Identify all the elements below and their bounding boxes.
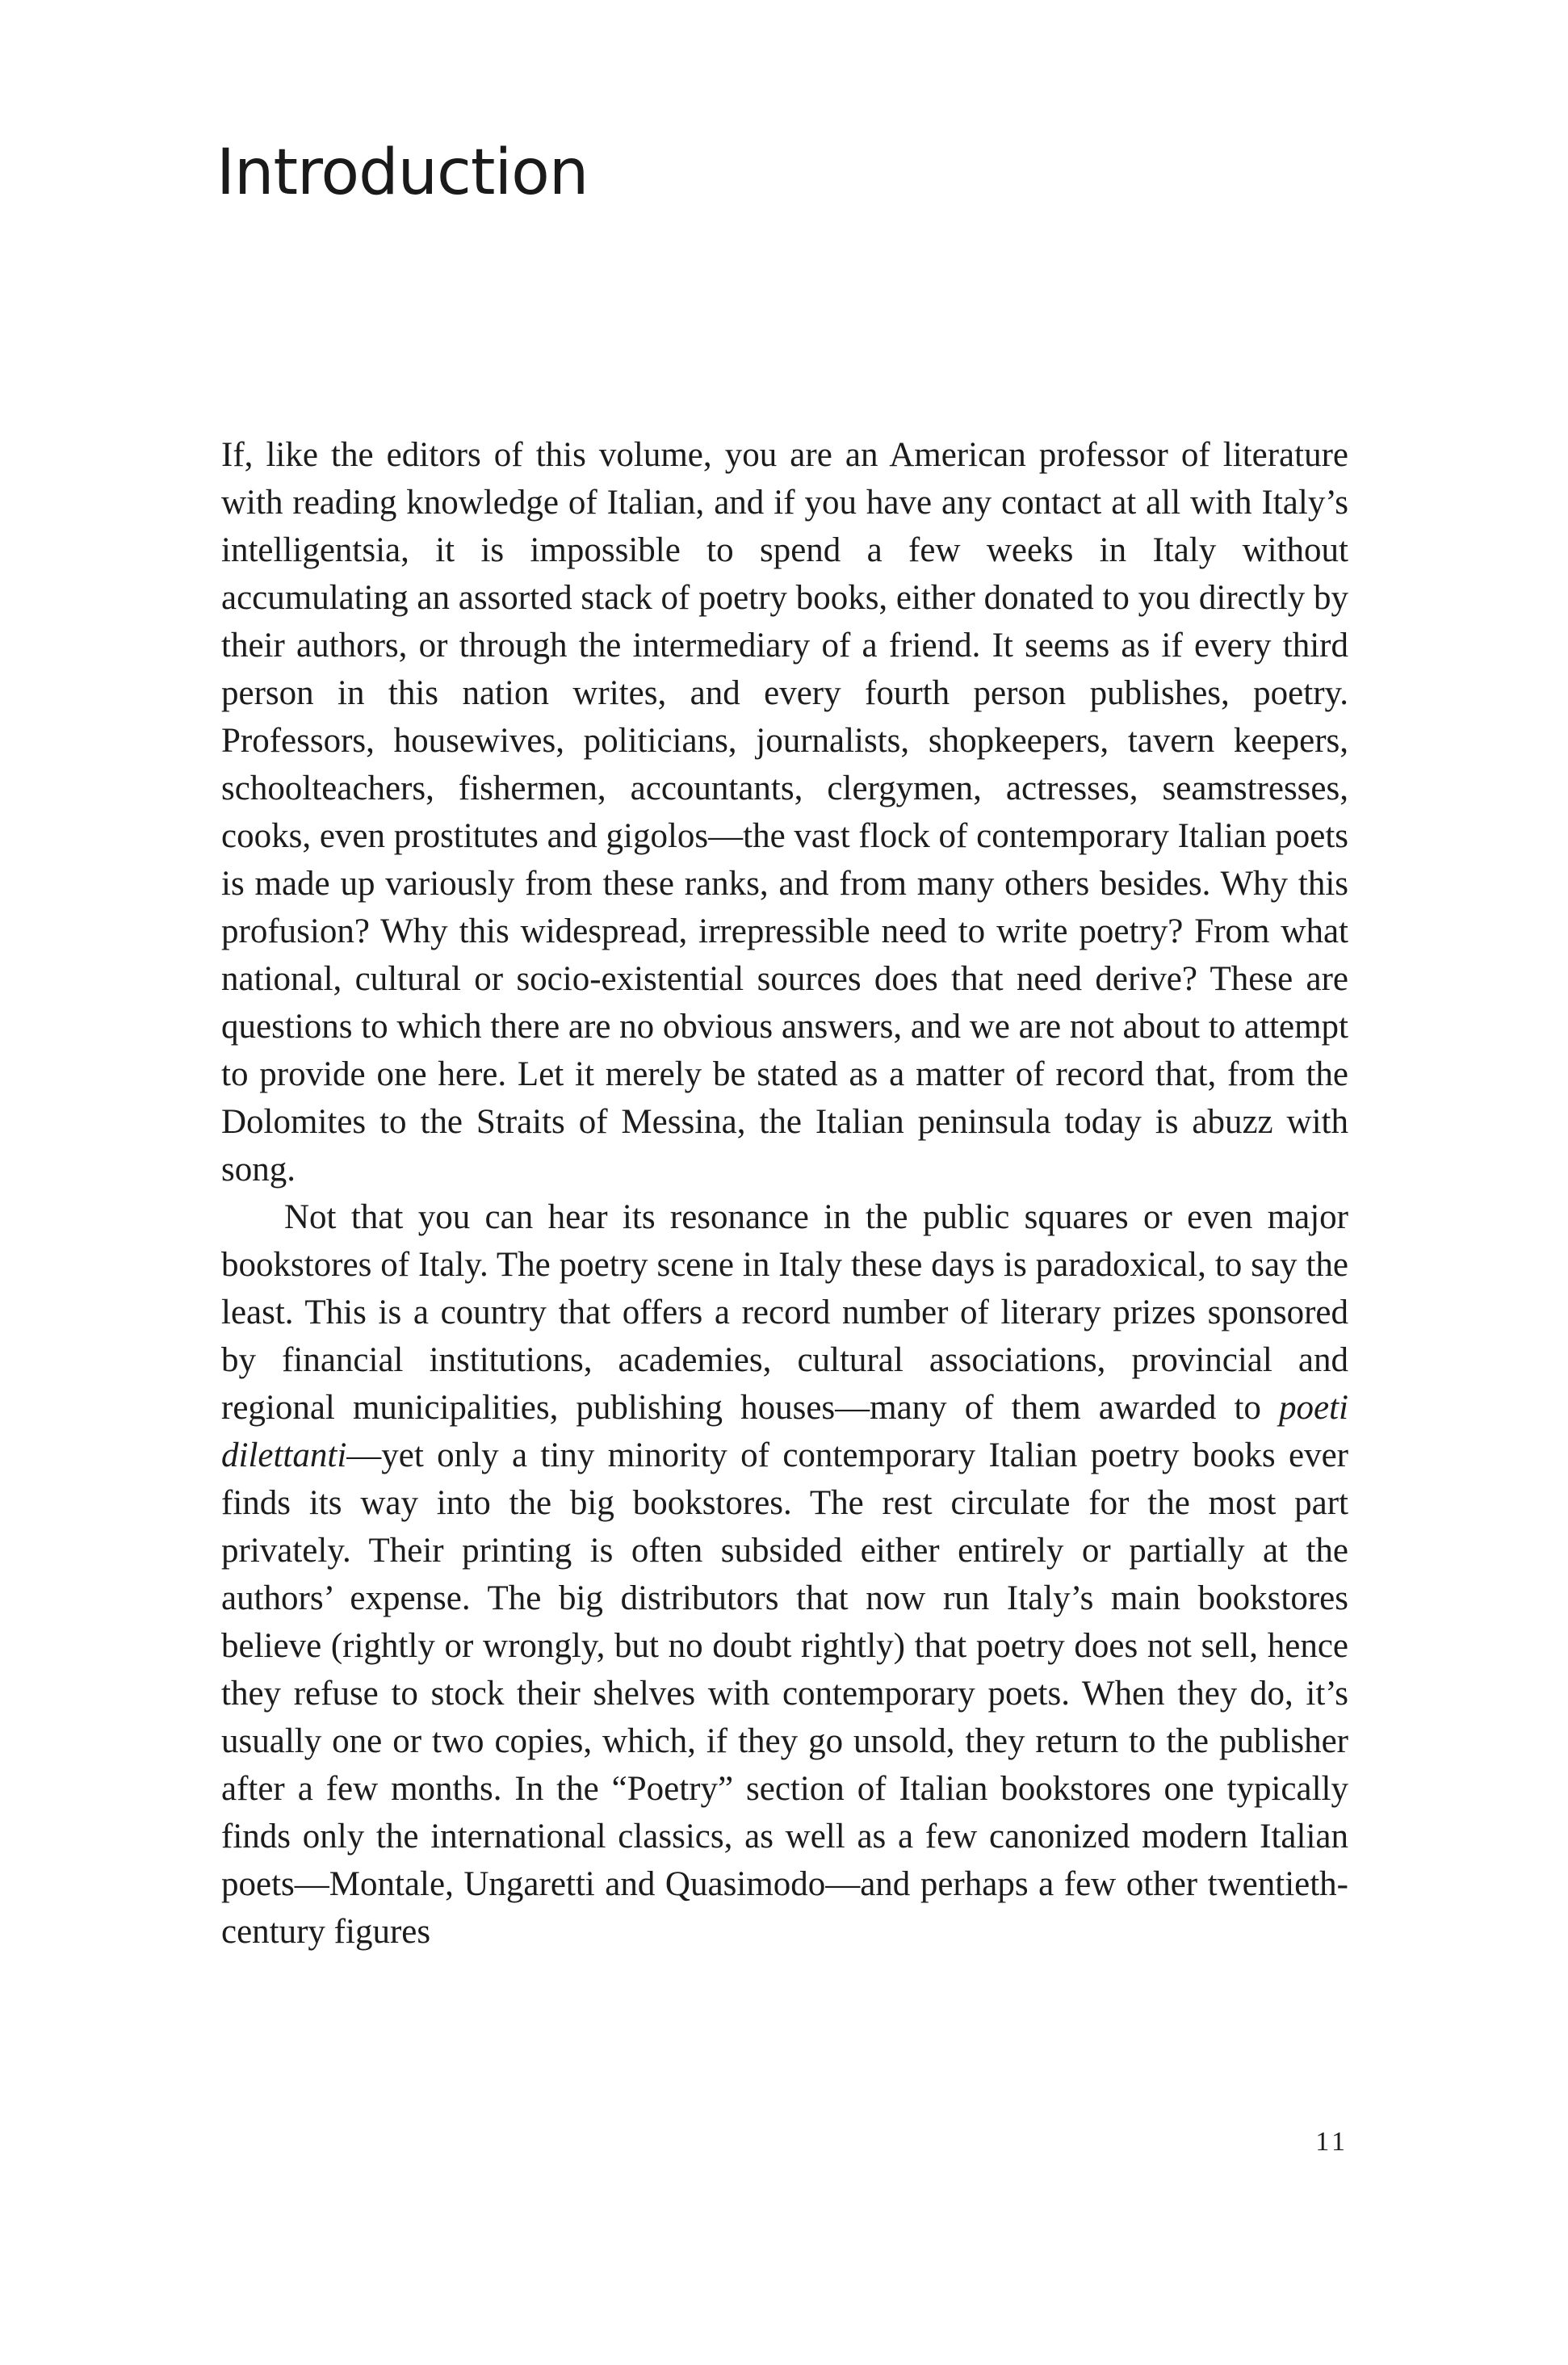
body-text bbox=[221, 431, 1348, 1956]
page-number: 11 bbox=[1315, 2127, 1348, 2157]
chapter-title: Introduction bbox=[216, 136, 589, 209]
paragraph-2-text-start: Not that you can hear its resonance in the public squares or even major bookstores of Italy. The poetry scene in Italy these days is paradoxical, to say the least. This is a country that offers a record number of literary prizes sponsored by financial institutions, academies, cultural associations, provincial and regional municipalities, publishing houses—many of them awarded to bbox=[221, 1198, 1348, 1427]
paragraph-2 bbox=[221, 1193, 1348, 1956]
paragraph-1: If, like the editors of this volume, you are an American professor of literature with reading knowledge of Italian, and if you have any contact at all with Italy’s intelligentsia, it is impossible to spend a few weeks in Italy without accumulating an assorted stack of poetry books, either donated to you directly by their authors, or through the intermediary of a friend. It seems as if every third person in this nation writes, and every fourth person publishes, poetry. Professors, housewives, politicians, journalists, shopkeepers, tavern keepers, schoolteachers, fishermen, accountants, clergymen, actresses, seamstresses, cooks, even prostitutes and gigolos—the vast flock of contemporary Italian poets is made up variously from these ranks, and from many others besides. Why this profusion? Why this widespread, irrepressible need to write poetry? From what national, cultural or socio-existential sources does that need derive? These are questions to which there are no obvious answers, and we are not about to attempt to provide one here. Let it merely be stated as a matter of record that, from the Dolomites to the Straits of Messina, the Italian peninsula today is abuzz with song. bbox=[221, 436, 1348, 1189]
italic-phrase: poeti dilettanti bbox=[221, 1389, 1348, 1474]
paragraph-2-text-end: —yet only a tiny minority of contemporary Italian poetry books ever finds its way into the big bookstores. The rest circulate for the most part privately. Their printing is often subsided either entirely or partially at the authors’ expense. The big distributors that now run Italy’s main bookstores believe (rightly or wrongly, but no doubt rightly) that poetry does not sell, hence they refuse to stock their shelves with contemporary poets. When they do, it’s usually one or two copies, which, if they go unsold, they return to the publisher after a few months. In the “Poetry” section of Italian bookstores one typically finds only the international classics, as well as a few canonized modern Italian poets—Montale, Ungaretti and Quasimodo—and perhaps a few other twentieth-century figures bbox=[221, 1436, 1348, 1951]
